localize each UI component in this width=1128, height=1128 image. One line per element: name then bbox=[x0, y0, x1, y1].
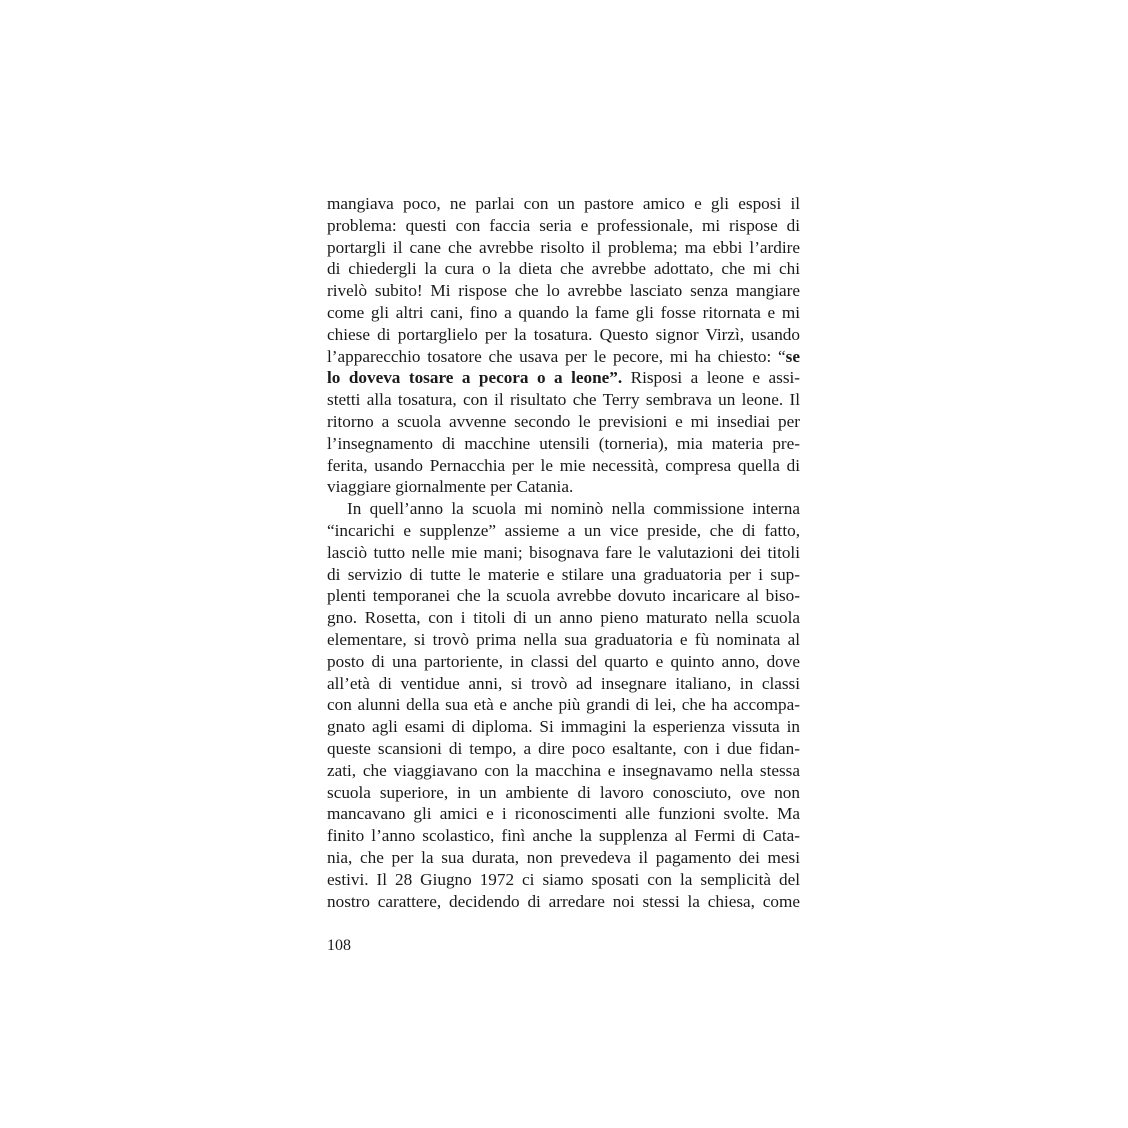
bold-quote-start: se bbox=[785, 346, 800, 366]
text-line-last: viaggiare giornalmente per Catania. bbox=[327, 477, 574, 497]
text-line: lasciò tutto nelle mie mani; bisognava fare le valutazioni dei titoli bbox=[327, 542, 800, 562]
text-line: mangiava poco, ne parlai con un pastore amico e gli esposi il bbox=[327, 194, 800, 213]
text-line: plenti temporanei che la scuola avrebbe dovuto incaricare al biso- bbox=[327, 586, 800, 606]
text-line bbox=[327, 367, 800, 389]
text-line: gnato agli esami di diploma. Si immagini la esperienza vissuta in bbox=[327, 717, 800, 737]
text-line: “incarichi e supplenze” assieme a un vice preside, che di fatto, bbox=[327, 520, 800, 540]
text-line: chiese di portarglielo per la tosatura. Questo signor Virzì, usando bbox=[327, 324, 800, 344]
text-line: con alunni della sua età e anche più grandi di lei, che ha accompa- bbox=[327, 695, 800, 715]
text-line: queste scansioni di tempo, a dire poco esaltante, con i due fidan- bbox=[327, 738, 800, 758]
text-line: finito l’anno scolastico, finì anche la supplenza al Fermi di Cata- bbox=[327, 826, 800, 846]
text-line: come gli altri cani, fino a quando la fame gli fosse ritornata e mi bbox=[327, 302, 800, 322]
text-line: mancavano gli amici e i riconoscimenti alle funzioni svolte. Ma bbox=[327, 804, 800, 824]
text-line: l’insegnamento di macchine utensili (torneria), mia materia pre- bbox=[327, 433, 800, 453]
text-line: ritorno a scuola avvenne secondo le previsioni e mi insediai per bbox=[327, 411, 800, 431]
text-line: posto di una partoriente, in classi del quarto e quinto anno, dove bbox=[327, 651, 800, 671]
text-segment: Risposi a leone e assi- bbox=[622, 368, 801, 388]
text-line bbox=[327, 346, 800, 368]
text-line: estivi. Il 28 Giugno 1972 ci siamo sposati con la semplicità del bbox=[327, 869, 800, 889]
text-line: di chiedergli la cura o la dieta che avrebbe adottato, che mi chi bbox=[327, 259, 800, 279]
text-line: gno. Rosetta, con i titoli di un anno pieno maturato nella scuola bbox=[327, 608, 800, 628]
text-line: scuola superiore, in un ambiente di lavoro conosciuto, ove non bbox=[327, 782, 800, 802]
text-line: nia, che per la sua durata, non prevedeva il pagamento dei mesi bbox=[327, 847, 800, 867]
text-line: nostro carattere, decidendo di arredare noi stessi la chiesa, come bbox=[327, 891, 800, 911]
text-segment: l’apparecchio tosatore che usava per le pecore, mi ha chiesto: “ bbox=[327, 346, 786, 366]
text-line: elementare, si trovò prima nella sua graduatoria e fù nominata al bbox=[327, 629, 800, 649]
page-number: 108 bbox=[327, 937, 351, 954]
text-line: rivelò subito! Mi rispose che lo avrebbe lasciato senza mangiare bbox=[327, 281, 800, 301]
text-line: zati, che viaggiavano con la macchina e insegnavamo nella stessa bbox=[327, 760, 800, 780]
text-line: di servizio di tutte le materie e stilare una graduatoria per i sup- bbox=[327, 564, 800, 584]
bold-quote: lo doveva tosare a pecora o a leone”. bbox=[327, 368, 623, 388]
paragraph-first-line: In quell’anno la scuola mi nominò nella commissione interna bbox=[347, 499, 800, 519]
body-text bbox=[327, 193, 800, 912]
text-line: problema: questi con faccia seria e professionale, mi rispose di bbox=[327, 215, 800, 235]
text-line: portargli il cane che avrebbe risolto il problema; ma ebbi l’ardire bbox=[327, 237, 800, 257]
text-line: ferita, usando Pernacchia per le mie necessità, compresa quella di bbox=[327, 455, 800, 475]
text-line: all’età di ventidue anni, si trovò ad insegnare italiano, in classi bbox=[327, 673, 800, 693]
text-line: stetti alla tosatura, con il risultato che Terry sembrava un leone. Il bbox=[327, 390, 800, 410]
